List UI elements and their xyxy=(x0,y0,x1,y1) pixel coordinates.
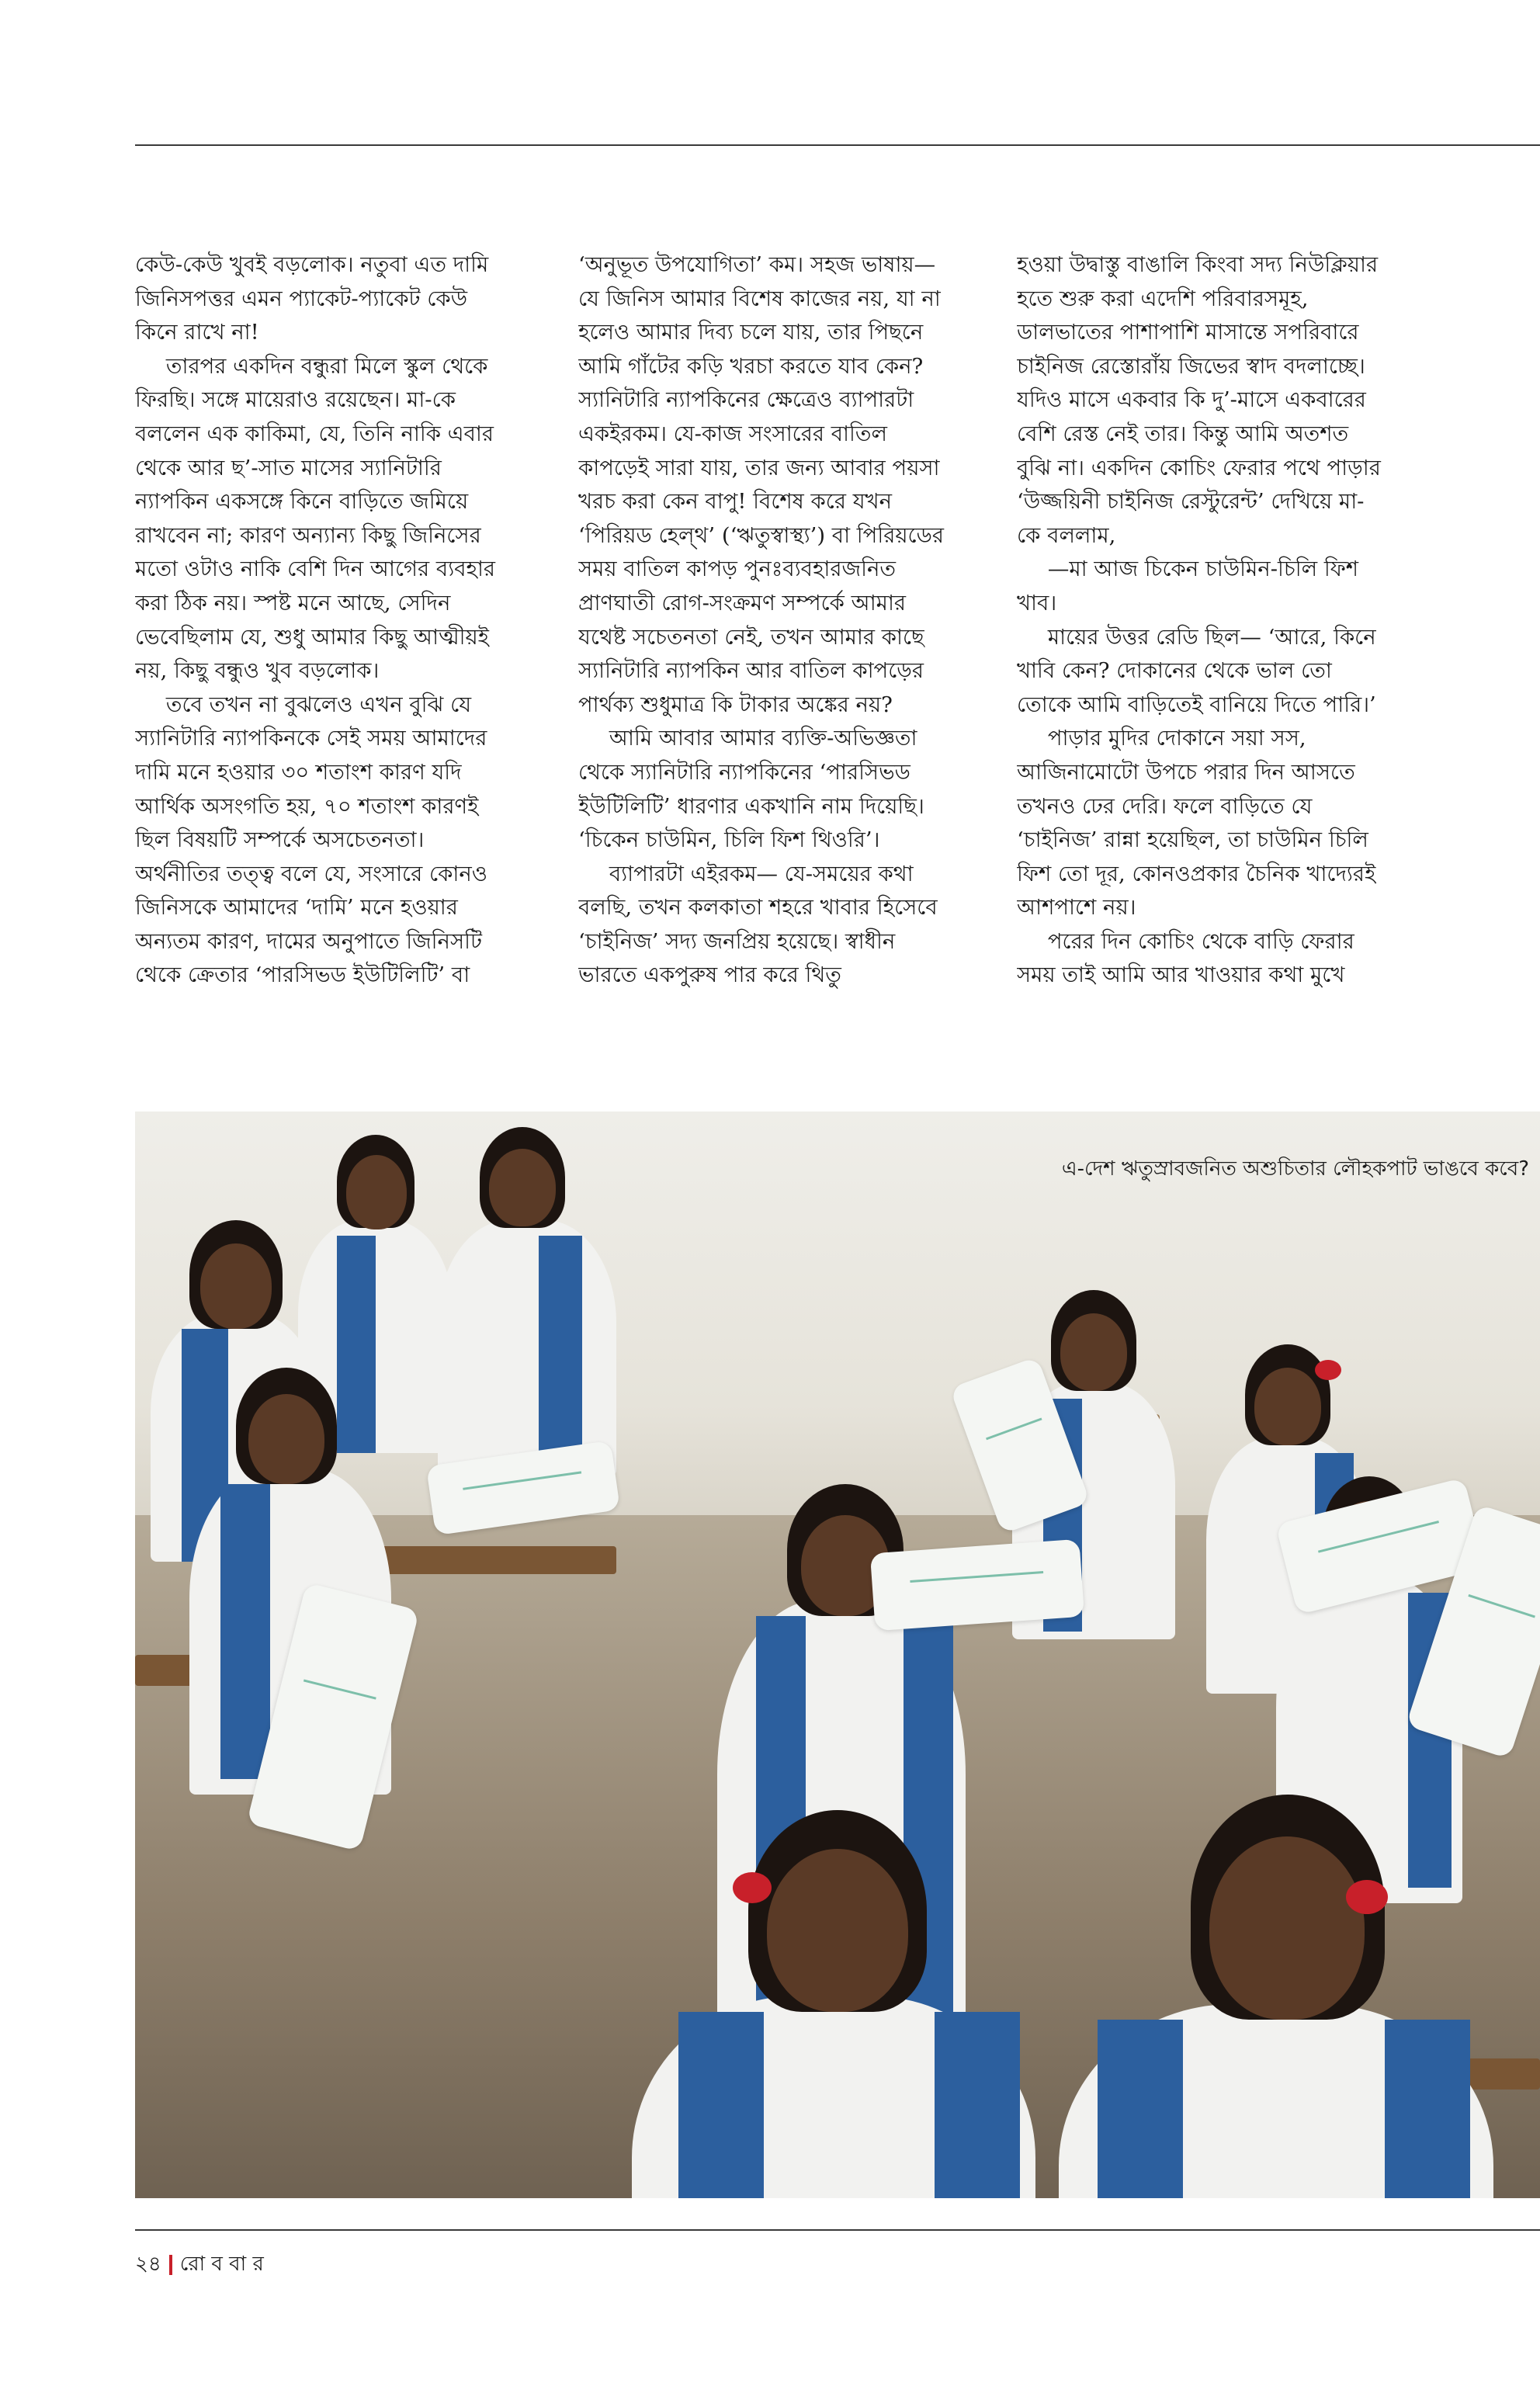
article-paragraph: পাড়ার মুদির দোকানে সয়া সস, আজিনামোটো উপচে পরার দিন আসতে তখনও ঢের দেরি। ফলে বাড়িতে যে ‘চাইনিজ’ রান্না হয়েছিল, তা চাউমিন চিলি ফিশ তো দূর, কোনওপ্রকার চৈনিক খাদ্যেরই আশপাশে নয়। xyxy=(1017,726,1376,921)
article-paragraph: পরের দিন কোচিং থেকে বাড়ি ফেরার সময় তাই আমি আর খাওয়ার কথা মুখে xyxy=(1017,928,1354,988)
article-paragraph: কেউ-কেউ খুবই বড়লোক। নতুবা এত দামি জিনিসপত্তর এমন প্যাকেট-প্যাকেট কেউ কিনে রাখে না! xyxy=(135,252,489,345)
article-paragraph: হওয়া উদ্বাস্তু বাঙালি কিংবা সদ্য নিউক্লিয়ার হতে শুরু করা এদেশি পরিবারসমূহ, ডালভাতের পাশাপাশি মাসান্তে সপরিবারে চাইনিজ রেস্তোরাঁয় জিভের স্বাদ বদলাচ্ছে। যদিও মাসে একবার কি দু’-মাসে একবারের বেশি রেস্ত নেই তার। কিন্তু আমি অতশত বুঝি না। একদিন কোচিং ফেরার পথে পাড়ার ‘উজ্জয়িনী চাইনিজ রেস্টুরেন্ট’ দেখিয়ে মা-কে বললাম, xyxy=(1017,252,1381,548)
article-column-2 xyxy=(578,248,946,1102)
article-paragraph: —মা আজ চিকেন চাউমিন-চিলি ফিশ খাব। xyxy=(1017,557,1359,616)
article-paragraph: ‘অনুভূত উপযোগিতা’ কম। সহজ ভাষায়— যে জিনিস আমার বিশেষ কাজের নয়, যা না হলেও আমার দিব্য চলে যায়, তার পিছনে আমি গাঁটের কড়ি খরচা করতে যাব কেন? স্যানিটারি ন্যাপকিনের ক্ষেত্রেও ব্যাপারটা একইরকম। যে-কাজ সংসারের বাতিল কাপড়েই সারা যায়, তার জন্য আবার পয়সা খরচ করা কেন বাপু! বিশেষ করে যখন ‘পিরিয়ড হেল্থ’ (‘ঋতুস্বাস্থ্য’) বা পিরিয়ডের সময় বাতিল কাপড় পুনঃব্যবহারজনিত প্রাণঘাতী রোগ-সংক্রমণ সম্পর্কে আমার যথেষ্ট সচেতনতা নেই, তখন আমার কাছে স্যানিটারি ন্যাপকিন আর বাতিল কাপড়ের পার্থক্য শুধুমাত্র কি টাকার অঙ্কের নয়? xyxy=(578,252,944,717)
article-column-1 xyxy=(135,248,503,1102)
article-paragraph: ব্যাপারটা এইরকম— যে-সময়ের কথা বলছি, তখন কলকাতা শহরে খাবার হিসেবে ‘চাইনিজ’ সদ্য জনপ্রিয় হয়েছে। স্বাধীন ভারতে একপুরুষ পার করে থিতু xyxy=(578,861,938,988)
photo-caption: এ-দেশ ঋতুস্রাবজনিত অশুচিতার লৌহকপাট ভাঙবে কবে? xyxy=(1061,1157,1529,1181)
article-paragraph: আমি আবার আমার ব্যক্তি-অভিজ্ঞতা থেকে স্যানিটারি ন্যাপকিনের ‘পারসিভড ইউটিলিটি’ ধারণার একখানি নাম দিয়েছি। ‘চিকেন চাউমিন, চিলি ফিশ থিওরি’। xyxy=(578,726,924,853)
bottom-rule xyxy=(135,2229,1540,2231)
magazine-name: রো ব বা র xyxy=(179,2253,264,2276)
page-number: ২৪ xyxy=(135,2253,161,2276)
article-paragraph: মায়ের উত্তর রেডি ছিল— ‘আরে, কিনে খাবি কেন? দোকানের থেকে ভাল তো তোকে আমি বাড়িতেই বানিয়ে দিতে পারি।’ xyxy=(1017,624,1376,717)
article-column-3 xyxy=(1017,248,1385,1102)
article-paragraph: তবে তখন না বুঝলেও এখন বুঝি যে স্যানিটারি ন্যাপকিনকে সেই সময় আমাদের দামি মনে হওয়ার ৩০ শতাংশ কারণ যদি আর্থিক অসংগতি হয়, ৭০ শতাংশ কারণই ছিল বিষয়টি সম্পর্কে অসচেতনতা। অর্থনীতির তত্ত্ব বলে যে, সংসারে কোনও জিনিসকে আমাদের ‘দামি’ মনে হওয়ার অন্যতম কারণ, দামের অনুপাতে জিনিসটি থেকে ক্রেতার ‘পারসিভড ইউটিলিটি’ বা xyxy=(135,692,488,988)
article-photo xyxy=(135,1112,1540,2198)
article-paragraph: তারপর একদিন বন্ধুরা মিলে স্কুল থেকে ফিরছি। সঙ্গে মায়েরাও রয়েছেন। মা-কে বললেন এক কাকিমা, যে, তিনি নাকি এবার থেকে আর ছ’-সাত মাসের স্যানিটারি ন্যাপকিন একসঙ্গে কিনে বাড়িতে জমিয়ে রাখবেন না; কারণ অন্যান্য কিছু জিনিসের মতো ওটাও নাকি বেশি দিন আগের ব্যবহার করা ঠিক নয়। স্পষ্ট মনে আছে, সেদিন ভেবেছিলাম যে, শুধু আমার কিছু আত্মীয়ই নয়, কিছু বন্ধুও খুব বড়লোক। xyxy=(135,353,496,684)
top-rule xyxy=(135,144,1540,146)
footer-divider xyxy=(169,2255,172,2275)
sanitary-pad-packet xyxy=(870,1539,1084,1632)
page-footer xyxy=(135,2251,264,2277)
